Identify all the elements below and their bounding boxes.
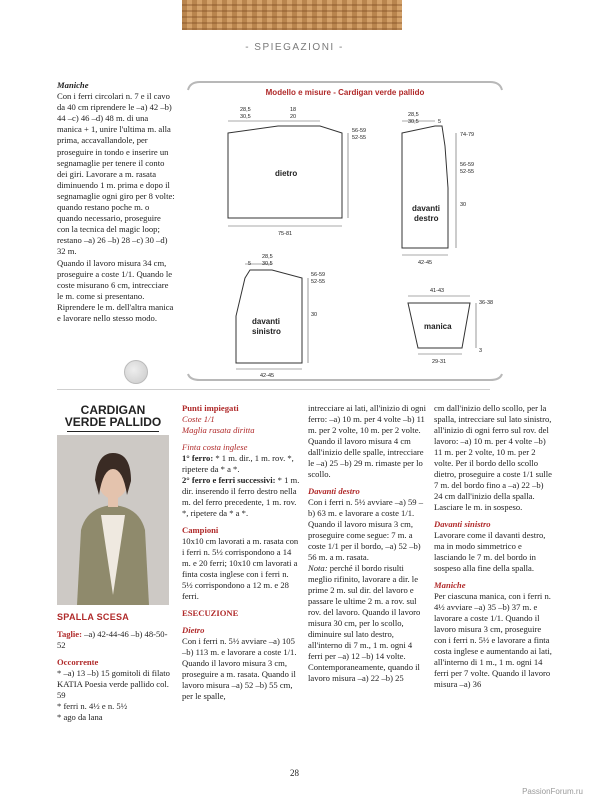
pattern-title-line2: VERDE PALLIDO <box>64 415 162 429</box>
yarn-ball-icon <box>124 360 148 384</box>
ferro1-label: 1° ferro: <box>182 453 214 463</box>
column-4 <box>434 403 552 690</box>
section-header: - SPIEGAZIONI - <box>245 42 344 53</box>
rf-top3: 5 <box>438 119 442 125</box>
model-photo <box>57 435 169 605</box>
davanti-sinistro-title: Davanti sinistro <box>434 519 491 529</box>
punti-1: Coste 1/1 <box>182 414 215 424</box>
sl-label: manica <box>424 322 452 331</box>
rf-r4: 30 <box>460 202 467 208</box>
diagram-title: Modello e misure - Cardigan verde pallido <box>265 88 425 97</box>
rf-label2: destro <box>414 214 439 223</box>
pattern-info <box>57 612 172 723</box>
davanti-sinistro-text: Lavorare come il davanti destro, ma in modo simmetrico e lasciando le 7 m. del bordo in sospeso alla fine della spalla. <box>434 530 546 573</box>
ferro2-text: * 1 m. dir. inserendo il ferro destro nella m. del ferro precedente, 1 m. rov. *, ripetere da * a *. <box>182 475 300 518</box>
ferro2-label: 2° ferro e ferri successivi: <box>182 475 276 485</box>
finta-costa-title: Finta costa inglese <box>182 442 248 452</box>
nota-label: Nota: <box>308 563 328 573</box>
back-top-mid2: 20 <box>290 114 297 120</box>
sl-bottom: 29-31 <box>432 359 447 365</box>
lf-label2: sinistro <box>252 327 281 336</box>
dietro-text: Con i ferri n. 5½ avviare –a) 105 –b) 113 m. e lavorare a coste 1/1. Quando il lavoro misura 3 cm, proseguire a m. rasata. Quando il lavoro misura –a) 52 –b) 55 cm, per le spalle, <box>182 636 297 701</box>
col4-text1: cm dall'inizio dello scollo, per la spalla, intrecciare sul lato sinistro, all'inizio di ogni ferro sul rov. del lavoro: –a) 10 m. per 4 volte –b) 11 m. per 2 volte, 10 m. per 2 volte. Per il bordo dello scollo dietro, proseguire a coste 1/1 sulle 7 m. del bordo fino a –a) 22 –b) 24 cm dall'inizio della spalla. Lasciare le m. in sospeso. <box>434 403 552 512</box>
maniche-text-3: Riprendere le m. dell'altra manica e lavorare nello stesso modo. <box>57 301 174 323</box>
occorrente-item: * –a) 13 –b) 15 gomitoli di filato KATIA Poesia verde pallido col. 59 <box>57 668 170 700</box>
rf-top1: 28,5 <box>408 112 419 118</box>
lf-label1: davanti <box>252 317 281 326</box>
rf-bottom: 42-45 <box>418 260 433 266</box>
title-underline <box>67 431 159 432</box>
lf-top1: 5 <box>248 261 252 267</box>
pattern-title <box>57 404 169 432</box>
rf-r1: 74-79 <box>460 132 475 138</box>
column-2 <box>182 403 300 702</box>
watermark: PassionForum.ru <box>522 787 583 796</box>
occorrente-item: * ferri n. 4½ e n. 5½ <box>57 701 128 711</box>
column-3 <box>308 403 426 684</box>
dietro-title: Dietro <box>182 625 205 635</box>
lf-r2: 52-55 <box>311 279 326 285</box>
sl-r1: 36-38 <box>479 300 494 306</box>
section-divider <box>57 389 490 390</box>
occorrente-label: Occorrente <box>57 657 99 667</box>
spalla-scesa: SPALLA SCESA <box>57 612 130 622</box>
rf-label1: davanti <box>412 204 441 213</box>
model-illustration <box>57 435 169 605</box>
maniche-title-2: Maniche <box>434 580 466 590</box>
lf-r3: 30 <box>311 312 318 318</box>
back-top-left2: 30,5 <box>240 114 251 120</box>
page-number: 28 <box>290 768 299 778</box>
schematic-diagram <box>180 78 510 383</box>
back-top-mid: 18 <box>290 107 297 113</box>
taglie-text: –a) 42-44-46 –b) 48-50-52 <box>57 629 168 650</box>
campioni-title: Campioni <box>182 525 219 535</box>
back-top-left: 28,5 <box>240 107 251 113</box>
sl-top: 41-43 <box>430 288 445 294</box>
davanti-destro-text: Con i ferri n. 5½ avviare –a) 59 –b) 63 m. e lavorare a coste 1/1. Quando il lavoro misura 3 cm, proseguire come segue: 7 m. a coste 1/1 per il bordo, –a) 52 –b) 56 m. a m. rasata. <box>308 497 424 562</box>
maniche-title: Maniche <box>57 80 89 90</box>
back-label: dietro <box>275 169 298 178</box>
punti-2: Maglia rasata diritta <box>182 425 255 435</box>
maniche-text-2: Quando il lavoro misura 34 cm, proseguire a coste 1/1. Quando le coste misurano 6 cm, intrecciare le m. come si presentano. <box>57 257 173 301</box>
sl-r2: 3 <box>479 348 483 354</box>
lf-top2: 28,5 <box>262 254 273 260</box>
campioni-text: 10x10 cm lavorati a m. rasata con i ferri n. 5½ corrispondono a 14 m. e 20 ferri; 10x10 cm lavorati a finta costa inglese con i ferri n. 5½ corrispondono a 12 m. e 28 ferri. <box>182 536 299 601</box>
lf-top3: 30,5 <box>262 261 273 267</box>
col3-text1: intrecciare ai lati, all'inizio di ogni ferro: –a) 10 m. per 4 volte –b) 11 m. per 2 volte, 10 m. per 2 volte. Quando il lavoro misura 4 cm dall'inizio delle spalle, intrecciare le –a) 25 –b) 29 m. rimaste per lo scollo. <box>308 403 426 479</box>
esecuzione-title: ESECUZIONE <box>182 608 239 618</box>
back-bottom: 75-81 <box>278 231 293 237</box>
pattern-title-line1: CARDIGAN <box>80 403 146 417</box>
back-right2: 52-55 <box>352 135 367 141</box>
punti-title: Punti impiegati <box>182 403 239 413</box>
nota-text: perché il bordo risulti meglio rifinito, lavorare a dir. le prime 2 m. sul dir. del lavoro e passare le ultime 2 m. a rov. sul rov. del lavoro. Quando il lavoro misura 30 cm, per lo scollo, diminuire sul lato destro, all'interno di 7 m., 1 m. ogni 4 ferri per –a) 12 –b) 14 volte. Contemporaneamente, quando il lavoro misura –a) 22 –b) 25 <box>308 563 421 683</box>
knit-texture-photo <box>182 0 402 30</box>
lf-r1: 56-59 <box>311 272 326 278</box>
maniche-column <box>57 80 175 324</box>
pieces-svg <box>180 78 510 383</box>
maniche-text-4: Per ciascuna manica, con i ferri n. 4½ avviare –a) 35 –b) 37 m. e lavorare a coste 1/1. Quando il lavoro misura 3 cm, proseguire con i ferri n. 5½ e lavorare a finta costa inglese e aumentando ai lati, all'interno di 1 m., 1 m. ogni 14 ferri per 7 volte. Quando il lavoro misura –a) 36 <box>434 591 552 689</box>
rf-top2: 30,5 <box>408 119 419 125</box>
occorrente-item: * ago da lana <box>57 712 103 722</box>
rf-r2: 56-59 <box>460 162 475 168</box>
taglie-label: Taglie: <box>57 629 82 639</box>
rf-r3: 52-55 <box>460 169 475 175</box>
maniche-text: Con i ferri circolari n. 7 e il cavo da 40 cm riprendere le –a) 42 –b) 44 –c) 46 –d) 48 m. di una manica + 1, unire l'ultima m. alla prima, accavallandole, per proseguire in tondo e inserire un segnamaglie per tenere il conto dei giri. Lavorare a m. rasata diminuendo 1 m. prima e dopo il segnamaglie ogni giro per 8 volte: quando restano poche m. o quando necessario, proseguire con la tecnica del magic loop; restano –a) 26 –b) 28 –c) 30 –d) 32 m. <box>57 91 175 257</box>
back-right: 56-59 <box>352 128 367 134</box>
davanti-destro-title: Davanti destro <box>308 486 360 496</box>
right-front-shape <box>402 126 448 248</box>
lf-bottom: 42-45 <box>260 373 275 379</box>
ferro1-text: * 1 m. dir., 1 m. rov. *, ripetere da * a *. <box>182 453 294 474</box>
